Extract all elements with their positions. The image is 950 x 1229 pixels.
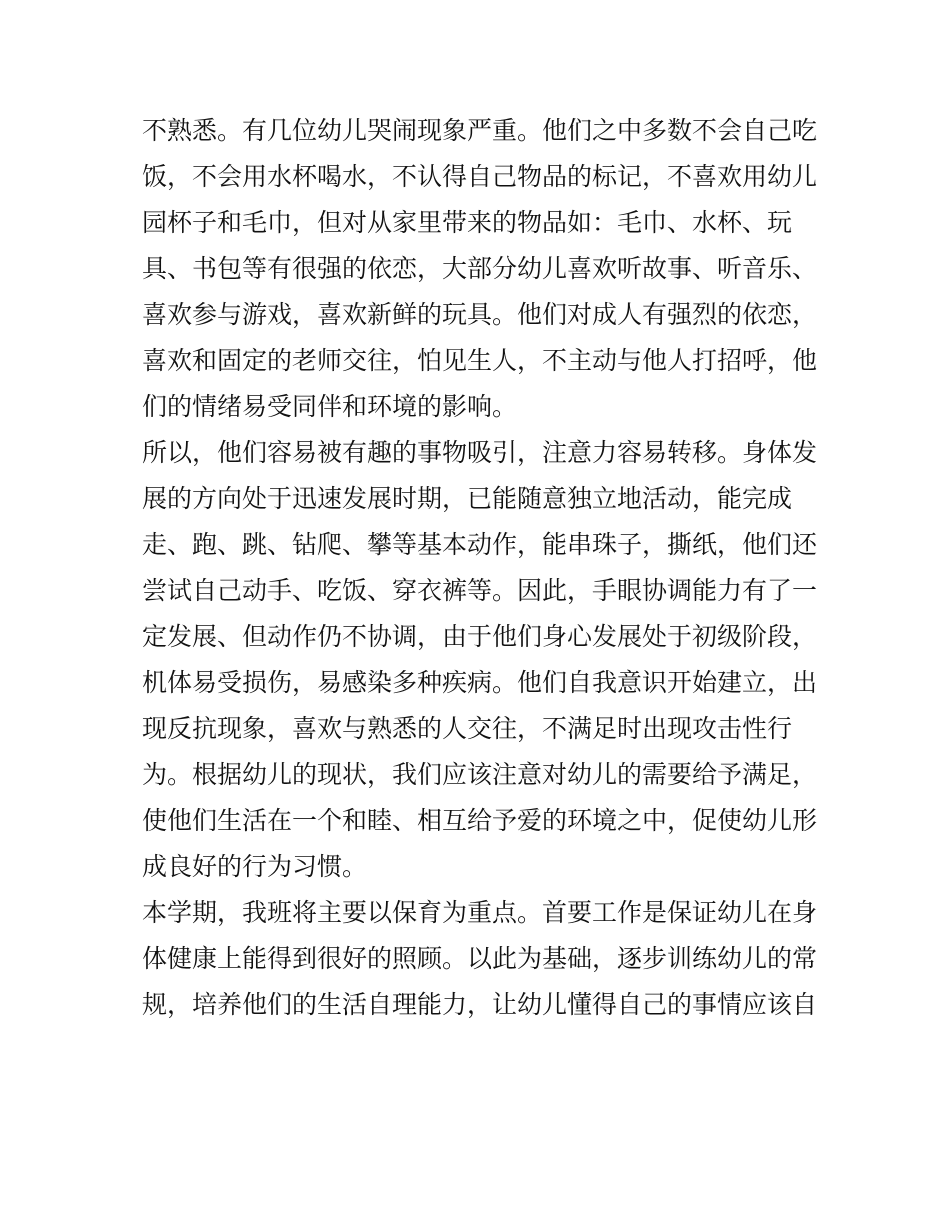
text-line: 喜欢和固定的老师交往，怕见生人，不主动与他人打招呼，他 [142, 346, 818, 375]
text-line: 尝试自己动手、吃饭、穿衣裤等。因此，手眼协调能力有了一 [142, 576, 818, 605]
text-line: 园杯子和毛巾，但对从家里带来的物品如：毛巾、水杯、玩 [142, 208, 793, 237]
text-line: 们的情绪易受同伴和环境的影响。 [142, 392, 518, 421]
text-line: 定发展、但动作仍不协调，由于他们身心发展处于初级阶段， [142, 622, 818, 651]
text-line: 喜欢参与游戏，喜欢新鲜的玩具。他们对成人有强烈的依恋， [142, 300, 818, 329]
text-line: 体健康上能得到很好的照顾。以此为基础，逐步训练幼儿的常 [142, 944, 818, 973]
text-line: 具、书包等有很强的依恋，大部分幼儿喜欢听故事、听音乐、 [142, 254, 818, 283]
text-line: 现反抗现象，喜欢与熟悉的人交往，不满足时出现攻击性行 [142, 714, 793, 743]
text-line: 走、跑、跳、钻爬、攀等基本动作，能串珠子，撕纸，他们还 [142, 530, 818, 559]
body-text [142, 108, 822, 1028]
text-line: 成良好的行为习惯。 [142, 852, 368, 881]
text-line: 所以，他们容易被有趣的事物吸引，注意力容易转移。身体发 [142, 438, 818, 467]
text-line: 规，培养他们的生活自理能力，让幼儿懂得自己的事情应该自 [142, 990, 818, 1019]
text-line: 饭，不会用水杯喝水，不认得自己物品的标记，不喜欢用幼儿 [142, 162, 818, 191]
text-line: 机体易受损伤，易感染多种疾病。他们自我意识开始建立，出 [142, 668, 818, 697]
text-line: 为。根据幼儿的现状，我们应该注意对幼儿的需要给予满足， [142, 760, 818, 789]
text-line: 本学期，我班将主要以保育为重点。首要工作是保证幼儿在身 [142, 898, 818, 927]
text-line: 不熟悉。有几位幼儿哭闹现象严重。他们之中多数不会自己吃 [142, 116, 818, 145]
text-line: 展的方向处于迅速发展时期，已能随意独立地活动，能完成 [142, 484, 793, 513]
text-line: 使他们生活在一个和睦、相互给予爱的环境之中，促使幼儿形 [142, 806, 818, 835]
